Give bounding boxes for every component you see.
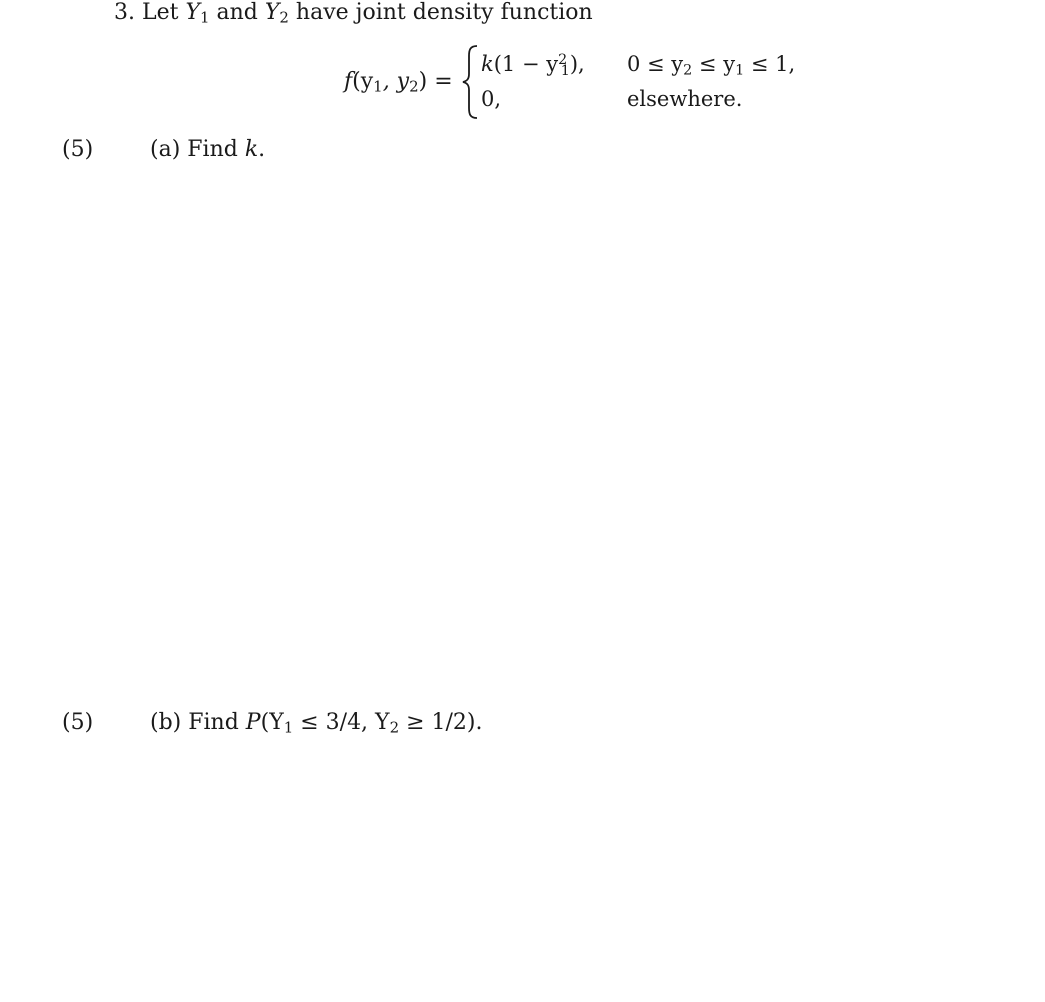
case-1-condition: $0 \le y_2 \le y_1 \le 1$, [627, 52, 796, 79]
density-lhs: $f(y_1$, $y_2$) = [344, 69, 453, 96]
cases-brace [460, 44, 480, 120]
problem-statement: 3. Let $Y_1$ and $Y_2$ have joint density function [114, 0, 593, 27]
part-b-points: (5) [62, 710, 94, 735]
problem-number: 3. [114, 0, 135, 25]
case-2-expression: 0, [481, 87, 502, 111]
part-b-question: (b) Find $P(Y_1 \le 3/4$, $Y_2 \ge 1/2$). [150, 710, 483, 737]
case-2-condition: elsewhere. [627, 87, 743, 111]
part-a-question: (a) Find k. [150, 137, 266, 162]
case-1-expression: $k(1 - y^2_1)$, [481, 51, 585, 79]
part-a-points: (5) [62, 137, 94, 162]
